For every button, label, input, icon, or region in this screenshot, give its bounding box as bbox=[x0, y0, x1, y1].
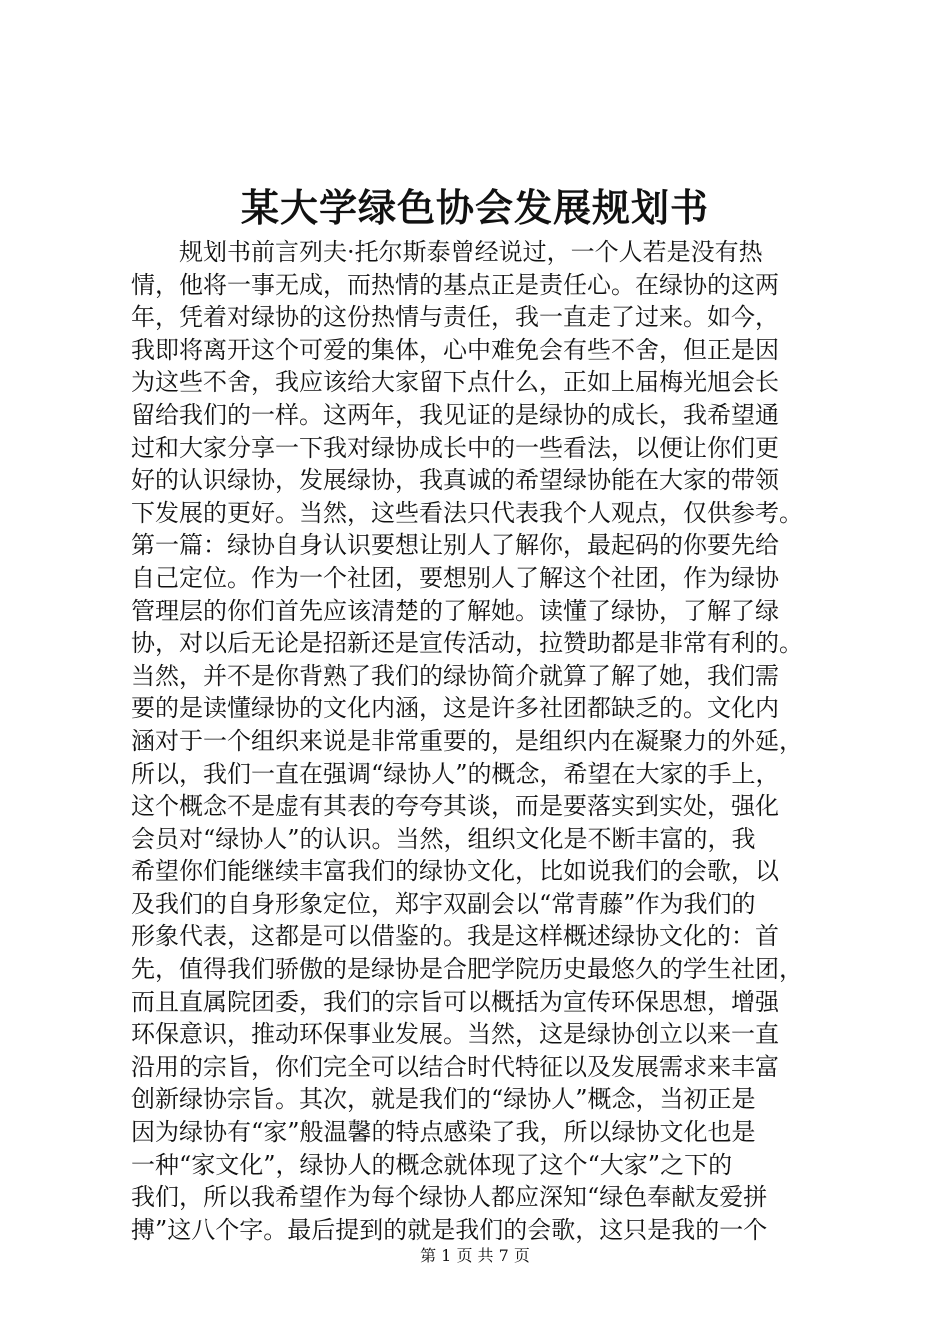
text-line: 因为绿协有“家”般温馨的特点感染了我，所以绿协文化也是 bbox=[131, 1118, 756, 1147]
text-line: 所以，我们一直在强调“绿协人”的概念，希望在大家的手上， bbox=[131, 759, 780, 788]
text-line: 而且直属院团委，我们的宗旨可以概括为宣传环保思想，增强 bbox=[131, 987, 779, 1016]
text-line: 涵对于一个组织来说是非常重要的，是组织内在凝聚力的外延， bbox=[131, 726, 803, 755]
text-line: 先，值得我们骄傲的是绿协是合肥学院历史最悠久的学生社团， bbox=[131, 955, 803, 984]
text-line: 一种“家文化”，绿协人的概念就体现了这个“大家”之下的 bbox=[131, 1150, 733, 1179]
text-line: 会员对“绿协人”的认识。当然，组织文化是不断丰富的，我 bbox=[131, 824, 756, 853]
text-line: 下发展的更好。当然，这些看法只代表我个人观点，仅供参考。 bbox=[131, 498, 803, 527]
text-line: 这个概念不是虚有其表的夸夸其谈，而是要落实到实处，强化 bbox=[131, 792, 779, 821]
page-footer: 第 1 页 共 7 页 bbox=[420, 1246, 530, 1265]
text-line: 及我们的自身形象定位，郑宇双副会以“常青藤”作为我们的 bbox=[131, 889, 756, 918]
text-line: 好的认识绿协，发展绿协，我真诚的希望绿协能在大家的带领 bbox=[131, 466, 779, 495]
text-line: 创新绿协宗旨。其次，就是我们的“绿协人”概念，当初正是 bbox=[131, 1085, 756, 1114]
text-line: 情，他将一事无成，而热情的基点正是责任心。在绿协的这两 bbox=[131, 270, 779, 299]
text-line: 搏”这八个字。最后提到的就是我们的会歌，这只是我的一个 bbox=[131, 1215, 768, 1244]
text-line: 规划书前言列夫·托尔斯泰曾经说过，一个人若是没有热 bbox=[131, 238, 763, 266]
text-line: 我即将离开这个可爱的集体，心中难免会有些不舍，但正是因 bbox=[131, 335, 779, 364]
text-line: 要的是读懂绿协的文化内涵，这是许多社团都缺乏的。文化内 bbox=[131, 694, 779, 723]
text-line: 形象代表，这都是可以借鉴的。我是这样概述绿协文化的：首 bbox=[131, 922, 779, 951]
text-line: 过和大家分享一下我对绿协成长中的一些看法，以便让你们更 bbox=[131, 433, 779, 462]
page-title: 某大学绿色协会发展规划书 bbox=[240, 185, 709, 230]
text-line: 协，对以后无论是招新还是宣传活动，拉赞助都是非常有利的。 bbox=[131, 629, 803, 658]
text-line: 管理层的你们首先应该清楚的了解她。读懂了绿协，了解了绿 bbox=[131, 596, 779, 625]
text-line: 为这些不舍，我应该给大家留下点什么，正如上届梅光旭会长 bbox=[131, 368, 779, 397]
text-line: 第一篇：绿协自身认识要想让别人了解你，最起码的你要先给 bbox=[131, 531, 779, 560]
text-line: 沿用的宗旨，你们完全可以结合时代特征以及发展需求来丰富 bbox=[131, 1052, 779, 1081]
text-line: 我们，所以我希望作为每个绿协人都应深知“绿色奉献友爱拼 bbox=[131, 1183, 768, 1212]
text-line: 希望你们能继续丰富我们的绿协文化，比如说我们的会歌，以 bbox=[131, 857, 779, 886]
text-line: 环保意识，推动环保事业发展。当然，这是绿协创立以来一直 bbox=[131, 1020, 779, 1049]
text-line: 当然，并不是你背熟了我们的绿协简介就算了解了她，我们需 bbox=[131, 661, 779, 690]
text-line: 留给我们的一样。这两年，我见证的是绿协的成长，我希望通 bbox=[131, 400, 779, 429]
text-line: 自己定位。作为一个社团，要想别人了解这个社团，作为绿协 bbox=[131, 563, 779, 592]
text-line: 年，凭着对绿协的这份热情与责任，我一直走了过来。如今， bbox=[131, 303, 779, 332]
body-text bbox=[131, 236, 830, 1246]
